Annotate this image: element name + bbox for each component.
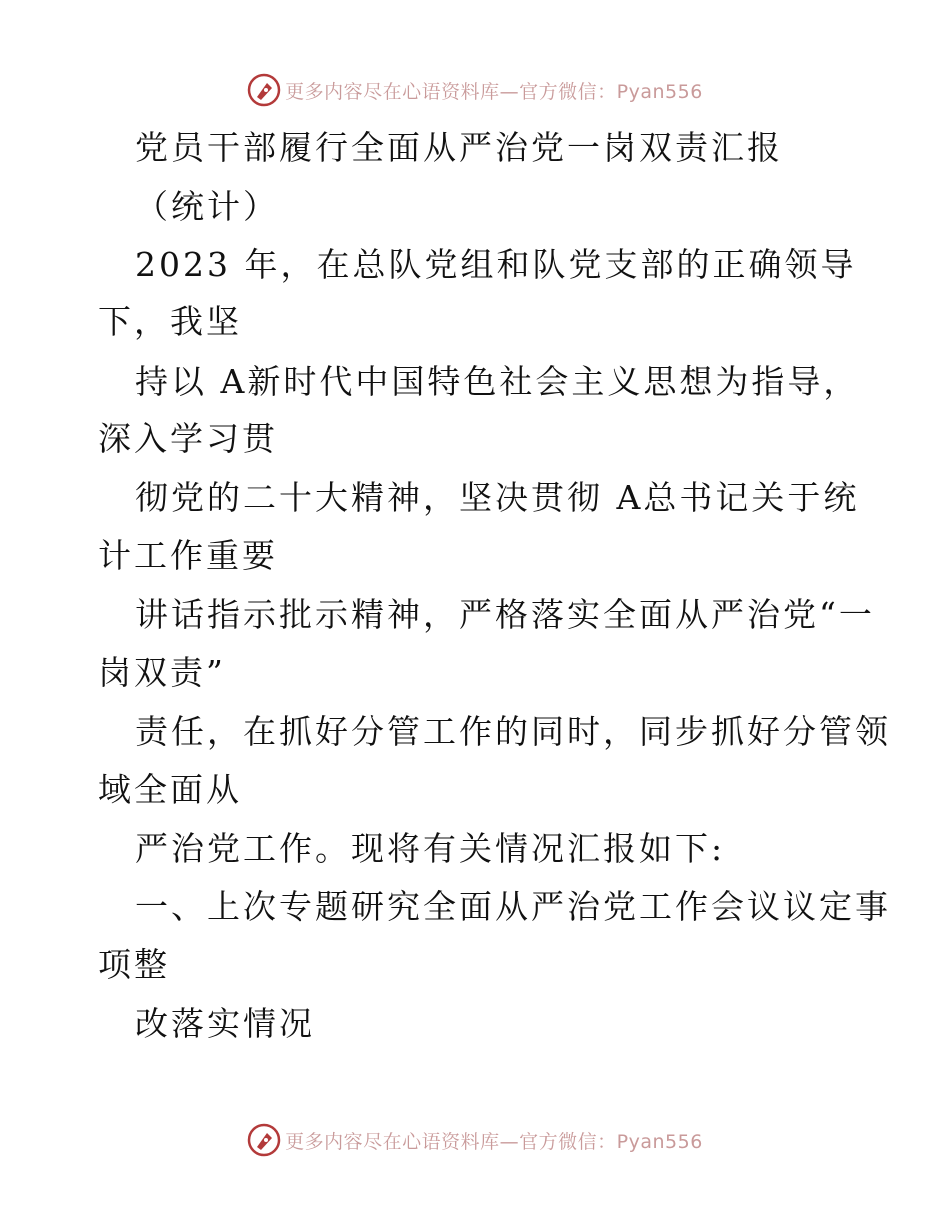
doc-line-9: 责任，在抓好分管工作的同时，同步抓好分管领 — [135, 712, 891, 751]
footer-watermark-banner — [0, 1120, 950, 1160]
pen-nib-logo-icon — [247, 1123, 281, 1157]
doc-line-1: 2023 年，在总队党组和队党支部的正确领导 — [135, 245, 857, 284]
doc-subtitle: （统计） — [135, 187, 279, 226]
doc-line-6: 计工作重要 — [98, 536, 278, 575]
section-heading-1-cont: 项整 — [98, 945, 170, 984]
doc-line-2: 下，我坚 — [98, 302, 242, 341]
doc-line-4: 深入学习贯 — [98, 419, 278, 458]
doc-line-3: 持以 A新时代中国特色社会主义思想为指导， — [135, 362, 860, 401]
pen-nib-logo-icon — [247, 73, 281, 107]
doc-line-11: 严治党工作。现将有关情况汇报如下: — [135, 829, 726, 868]
header-watermark-banner — [0, 70, 950, 110]
section-heading-1-end: 改落实情况 — [135, 1004, 315, 1043]
doc-line-10: 域全面从 — [98, 770, 242, 809]
doc-title: 党员干部履行全面从严治党一岗双责汇报 — [135, 128, 783, 167]
header-watermark-content — [247, 73, 703, 107]
footer-watermark-text: 更多内容尽在心语资料库—官方微信：Pyan556 — [285, 1130, 703, 1153]
footer-watermark-content — [247, 1123, 703, 1157]
header-watermark-text: 更多内容尽在心语资料库—官方微信：Pyan556 — [285, 80, 703, 103]
section-heading-1: 一、上次专题研究全面从严治党工作会议议定事 — [135, 887, 891, 926]
doc-line-8: 岗双责” — [98, 653, 226, 692]
doc-line-7: 讲话指示批示精神，严格落实全面从严治党“一 — [135, 595, 875, 634]
doc-line-5: 彻党的二十大精神，坚决贯彻 A总书记关于统 — [135, 478, 860, 517]
